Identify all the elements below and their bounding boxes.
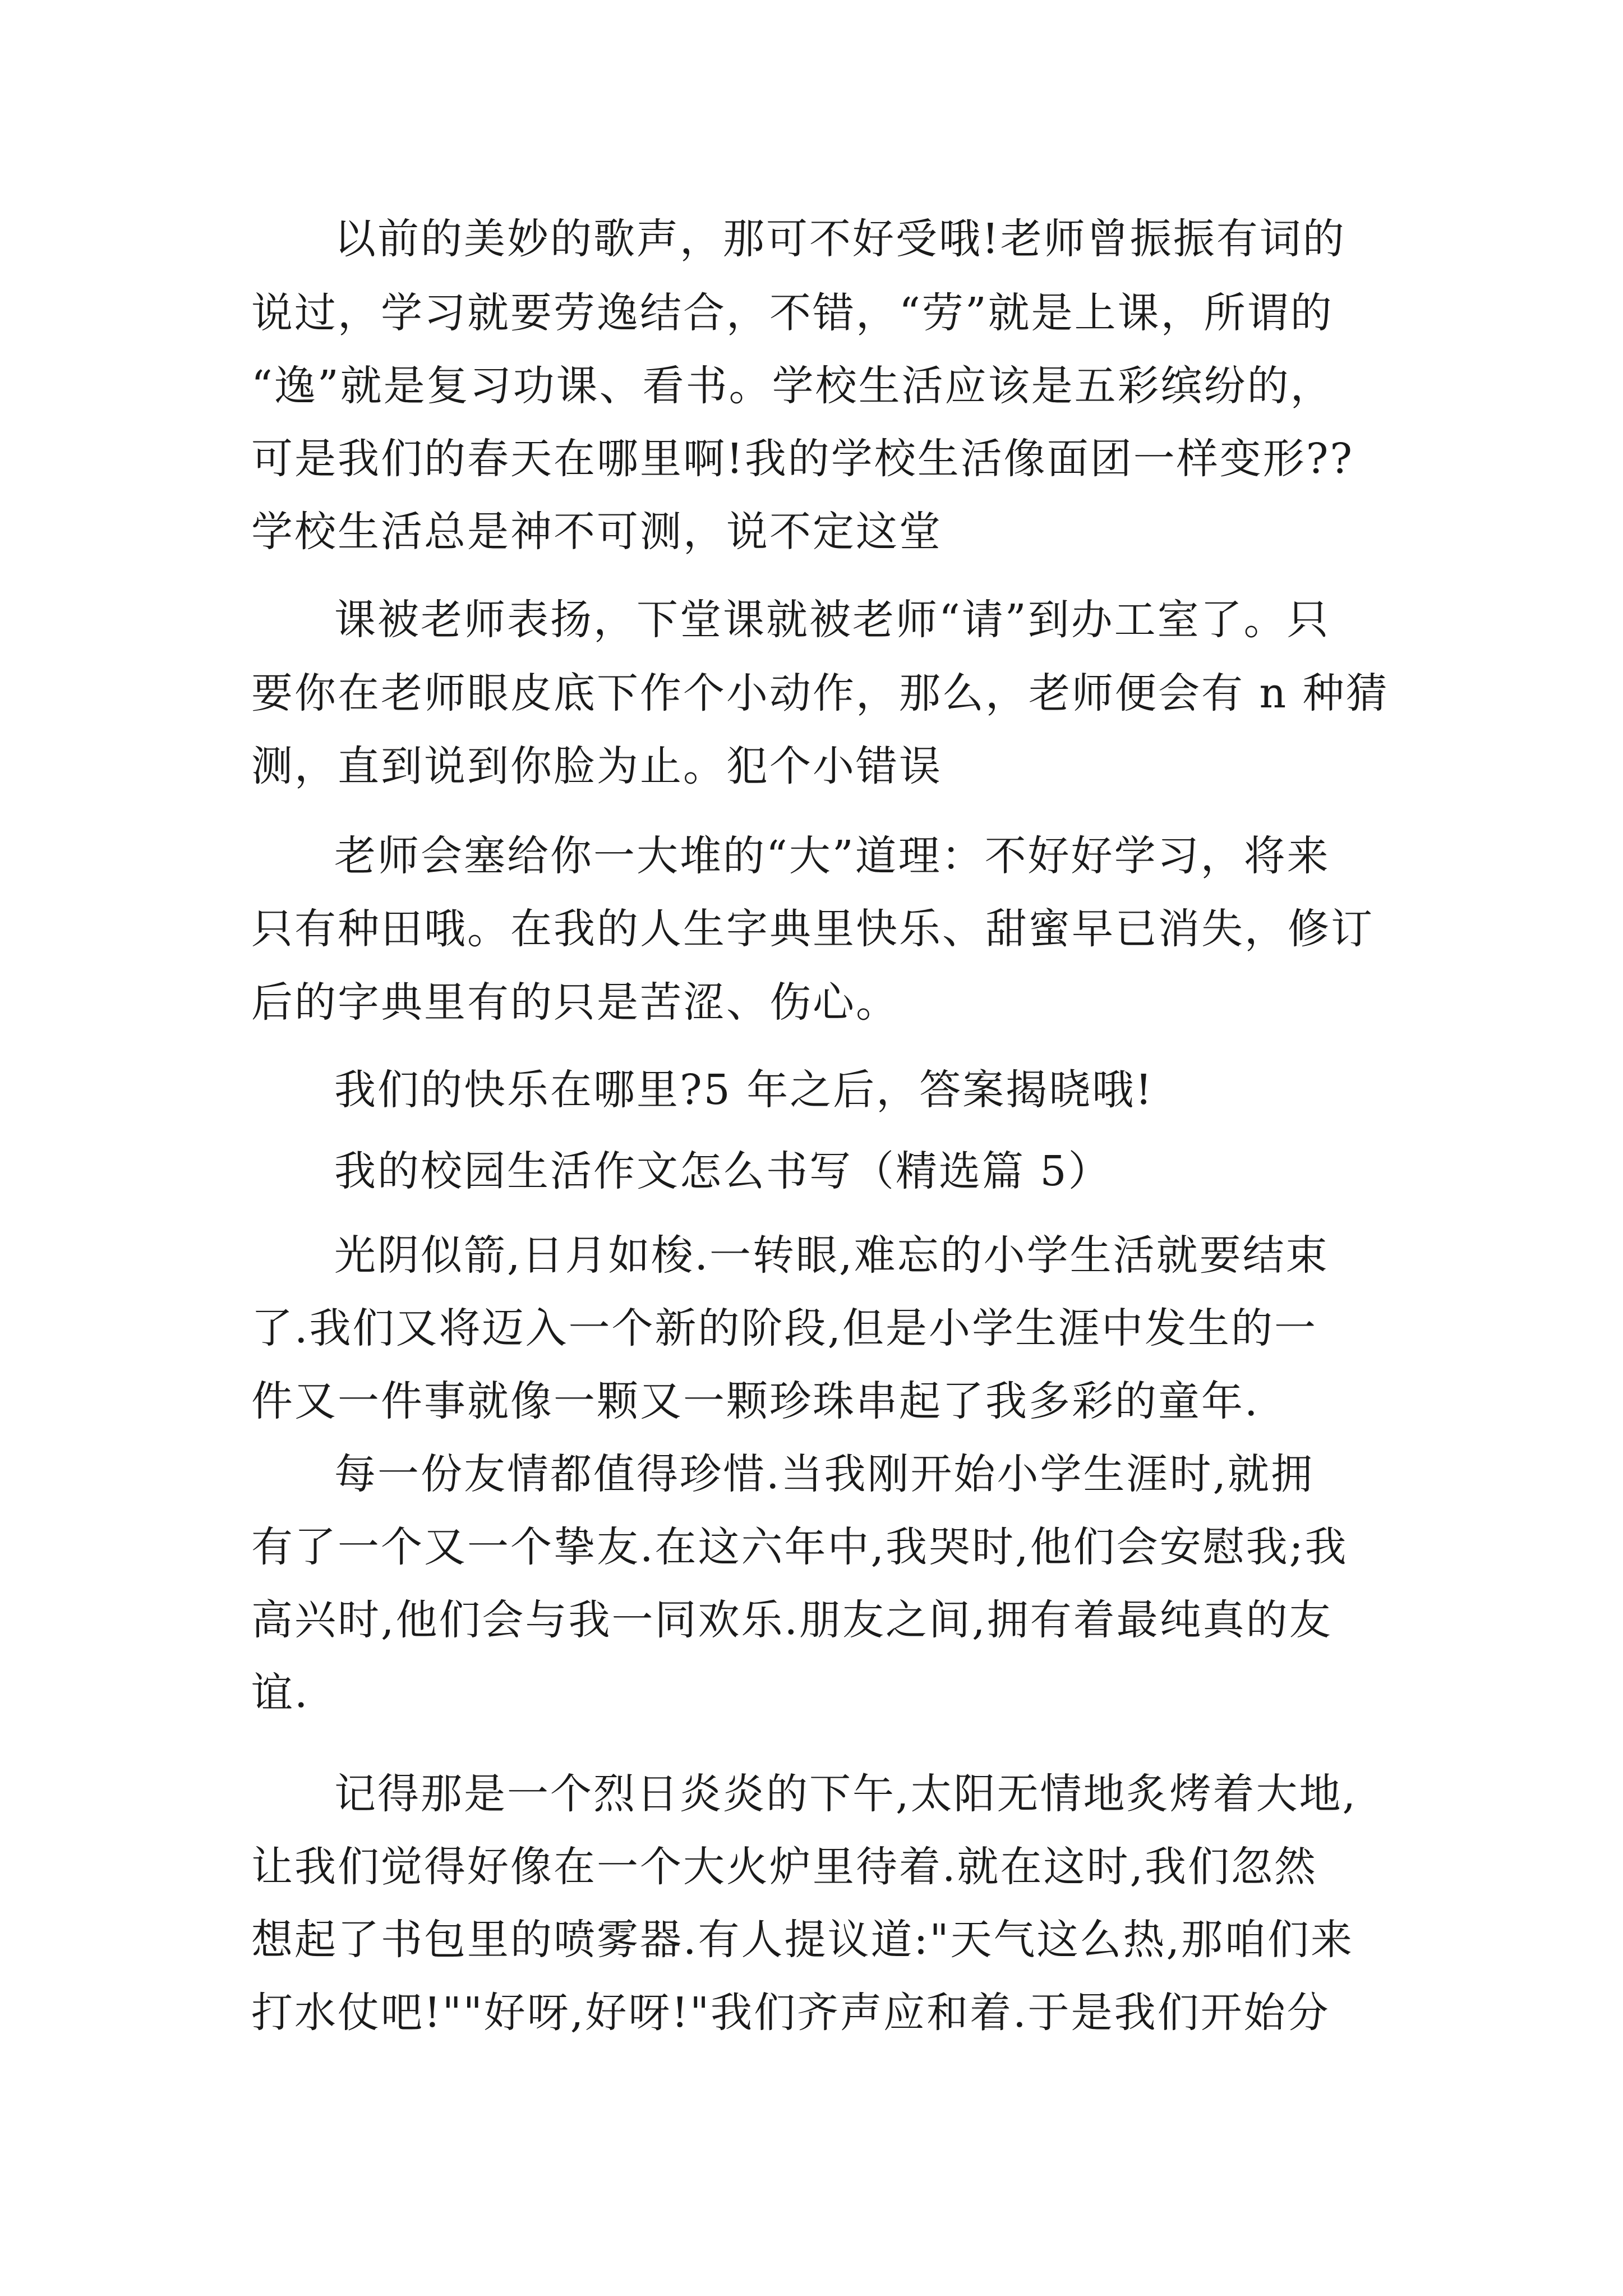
text-line: 每一份友情都值得珍惜.当我刚开始小学生涯时,就拥 <box>334 1450 1315 1498</box>
text-line: 了.我们又将迈入一个新的阶段,但是小学生涯中发生的一 <box>251 1304 1318 1352</box>
text-line: 谊. <box>251 1669 310 1717</box>
text-line: 打水仗吧!""好呀,好呀!"我们齐声应和着.于是我们开始分 <box>251 1989 1330 2037</box>
text-line: 光阴似箭,日月如梭.一转眼,难忘的小学生活就要结束 <box>334 1231 1329 1280</box>
text-line: 件又一件事就像一颗又一颗珍珠串起了我多彩的童年. <box>251 1377 1260 1425</box>
text-line: 记得那是一个烈日炎炎的下午,太阳无情地炙烤着大地, <box>334 1770 1358 1818</box>
text-line: 要你在老师眼皮底下作个小动作，那么，老师便会有 n 种猜 <box>251 669 1389 717</box>
text-line: 可是我们的春天在哪里啊!我的学校生活像面团一样变形?? <box>251 435 1354 483</box>
section-heading: 我的校园生活作文怎么书写（精选篇 5） <box>334 1147 1112 1195</box>
text-line: 老师会塞给你一大堆的“大”道理：不好好学习，将来 <box>334 832 1330 880</box>
text-line: 我们的快乐在哪里?5 年之后，答案揭晓哦! <box>334 1066 1154 1114</box>
text-line: 以前的美妙的歌声，那可不好受哦!老师曾振振有词的 <box>334 215 1346 263</box>
text-line: 测，直到说到你脸为止。犯个小错误 <box>251 742 942 790</box>
text-line: 说过，学习就要劳逸结合，不错，“劳”就是上课，所谓的 <box>251 289 1334 337</box>
text-line: 只有种田哦。在我的人生字典里快乐、甜蜜早已消失，修订 <box>251 905 1374 953</box>
text-line: 后的字典里有的只是苦涩、伤心。 <box>251 978 899 1027</box>
text-line: 高兴时,他们会与我一同欢乐.朋友之间,拥有着最纯真的友 <box>251 1596 1332 1644</box>
text-line: 想起了书包里的喷雾器.有人提议道:"天气这么热,那咱们来 <box>251 1916 1354 1964</box>
text-line: 有了一个又一个挚友.在这六年中,我哭时,他们会安慰我;我 <box>251 1523 1348 1571</box>
text-line: “逸”就是复习功课、看书。学校生活应该是五彩缤纷的， <box>251 362 1334 410</box>
text-line: 课被老师表扬，下堂课就被老师“请”到办工室了。只 <box>334 596 1330 644</box>
text-line: 让我们觉得好像在一个大火炉里待着.就在这时,我们忽然 <box>251 1843 1318 1891</box>
text-line: 学校生活总是神不可测，说不定这堂 <box>251 508 942 556</box>
